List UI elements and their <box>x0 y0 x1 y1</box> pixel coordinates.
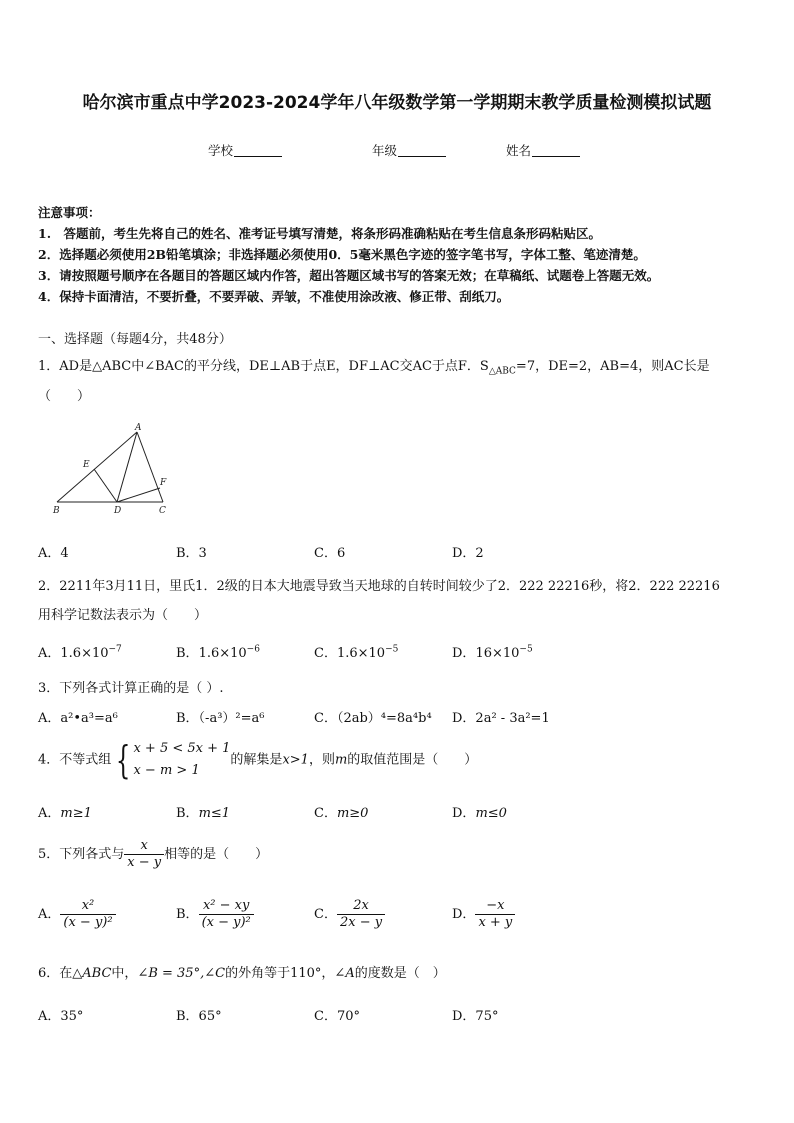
q2-option-exp: −7 <box>108 644 122 655</box>
q4-eq1: x + 5 < 5x + 1 <box>133 741 231 756</box>
q4-eq2: x − m > 1 <box>133 763 200 778</box>
q4-suffix-b: ，则 <box>308 752 335 768</box>
q2-option-label: D． <box>452 646 476 661</box>
q3-option-d[interactable]: D．2a² - 3a²=1 <box>452 711 550 726</box>
q3-option-a[interactable]: A．a²•a³=a⁶ <box>38 711 118 726</box>
q4-system <box>133 738 230 782</box>
q6-option-b[interactable]: B．65° <box>176 1009 222 1024</box>
q1-paren: （ ） <box>38 389 91 404</box>
q4-option-expr: m≥0 <box>336 806 369 821</box>
frac-num: x² − xy <box>199 898 254 915</box>
note-item: 1. 答题前，考生先将自己的姓名、准考证号填写清楚，将条形码准确粘贴在考生信息条形码粘贴区。 <box>38 226 602 241</box>
note-item: 3．请按照题号顺序在各题目的答题区域内作答，超出答题区域书写的答案无效；在草稿纸、试题卷上答题无效。 <box>38 268 660 283</box>
q2-option-c[interactable] <box>314 642 398 661</box>
q5-fraction <box>124 838 164 871</box>
frac-den: 2x − y <box>339 915 383 930</box>
frac-num: x² <box>60 898 115 915</box>
q4-option-label: D． <box>452 806 476 821</box>
q5-option-label: D． <box>452 907 476 922</box>
q3-stem: 3．下列各式计算正确的是（ ）. <box>38 681 224 696</box>
q1-option-b[interactable]: B．3 <box>176 546 207 561</box>
q5-prefix: 5．下列各式与 <box>38 847 125 862</box>
q1-option-c[interactable]: C．6 <box>314 546 346 561</box>
q4-prefix: 4．不等式组 <box>38 752 112 768</box>
q6-stem <box>38 962 446 981</box>
q2-option-exp: −5 <box>519 644 533 655</box>
q2-option-exp: −6 <box>246 644 260 655</box>
q5-option-frac <box>60 898 115 931</box>
q4-suffix-c: 的取值范围是（ ） <box>347 752 478 768</box>
q1-stem-b: =7，DE=2，AB=4，则AC长是 <box>515 359 710 374</box>
q5-suffix: 相等的是（ ） <box>164 847 269 862</box>
q1-stem-a: 1．AD是△ABC中∠BAC的平分线，DE⊥AB于点E，DF⊥AC交AC于点F．S <box>38 359 489 374</box>
q2-option-label: A． <box>38 646 61 661</box>
q1-option-a[interactable]: A．4 <box>38 546 69 561</box>
frac-den: (x − y)² <box>201 915 251 930</box>
segment-DF <box>117 488 160 502</box>
frac-num: −x <box>475 898 515 915</box>
grade-label: 年级 <box>372 143 398 158</box>
segment-AD <box>117 432 137 502</box>
q6-mid-b: 的外角等于 <box>225 966 291 981</box>
q6-prefix: 6．在 <box>38 966 73 981</box>
q6-suffix: 的度数是（ ） <box>354 966 446 981</box>
grade-blank[interactable] <box>398 144 446 157</box>
q4-var: m <box>334 752 348 768</box>
q2-stem-line2: 用科学记数法表示为（ ） <box>38 608 208 623</box>
q1-stem <box>38 355 710 377</box>
label-C: C <box>159 506 166 516</box>
q5-option-d[interactable] <box>452 898 515 931</box>
label-D: D <box>114 506 122 516</box>
segment-DE <box>94 469 117 502</box>
school-label: 学校 <box>208 143 234 158</box>
page-title: 哈尔滨市重点中学2023-2024学年八年级数学第一学期期末教学质量检测模拟试题 <box>82 93 712 113</box>
frac-den: (x − y)² <box>63 915 113 930</box>
q2-option-label: C． <box>314 646 337 661</box>
q5-option-c[interactable] <box>314 898 385 931</box>
q5-frac-den: x − y <box>127 855 162 870</box>
q4-option-expr: m≤0 <box>475 806 507 821</box>
q2-option-label: B． <box>176 646 199 661</box>
grade-field[interactable] <box>372 141 446 159</box>
name-blank[interactable] <box>532 144 580 157</box>
q4-brace: { <box>116 738 131 782</box>
q4-option-a[interactable] <box>38 802 92 821</box>
q3-option-c[interactable]: C．（2ab）⁴=8a⁴b⁴ <box>314 711 432 726</box>
q4-option-label: B． <box>176 806 199 821</box>
notes-heading: 注意事项： <box>38 205 101 220</box>
q4-option-c[interactable] <box>314 802 368 821</box>
q5-option-b[interactable] <box>176 898 254 931</box>
q6-option-a[interactable]: A．35° <box>38 1009 84 1024</box>
q5-frac-num: x <box>124 838 164 855</box>
q4-stem <box>38 738 477 782</box>
q2-option-base: 1.6×10 <box>336 646 386 661</box>
q6-option-d[interactable]: D．75° <box>452 1009 499 1024</box>
q5-option-frac <box>475 898 515 931</box>
name-label: 姓名 <box>506 143 532 158</box>
frac-num: 2x <box>337 898 385 915</box>
frac-den: x + y <box>478 915 513 930</box>
q2-option-base: 1.6×10 <box>60 646 109 661</box>
q5-option-frac <box>337 898 385 931</box>
q5-option-frac <box>199 898 254 931</box>
q5-option-label: C． <box>314 907 337 922</box>
q4-suffix-a: 的解集是 <box>230 752 283 768</box>
label-A: A <box>135 423 142 433</box>
q1-stem-sub: △ABC <box>488 366 516 377</box>
q3-option-b[interactable]: B．（-a³）²=a⁶ <box>176 711 265 726</box>
name-field[interactable] <box>506 141 580 159</box>
label-F: F <box>160 478 167 488</box>
q4-cond: x>1 <box>282 752 309 768</box>
q4-option-label: C． <box>314 806 337 821</box>
q6-tri: △ABC <box>72 966 112 981</box>
q2-option-d[interactable] <box>452 642 533 661</box>
school-blank[interactable] <box>234 144 282 157</box>
segment-BA <box>57 432 137 502</box>
school-field[interactable] <box>208 141 282 159</box>
q1-option-d[interactable]: D．2 <box>452 546 484 561</box>
q4-option-d[interactable] <box>452 802 507 821</box>
note-item: 4．保持卡面清洁，不要折叠，不要弄破、弄皱，不准使用涂改液、修正带、刮纸刀。 <box>38 289 510 304</box>
q2-option-exp: −5 <box>385 644 399 655</box>
q2-option-base: 16×10 <box>475 646 520 661</box>
q6-cond: ∠B = 35°,∠C <box>137 966 226 981</box>
q5-stem <box>38 838 268 871</box>
q2-option-b[interactable] <box>176 642 260 661</box>
q5-option-label: B． <box>176 907 199 922</box>
q5-option-a[interactable] <box>38 898 116 931</box>
q5-option-label: A． <box>38 907 61 922</box>
section-heading: 一、选择题（每题4分，共48分） <box>38 332 232 347</box>
q6-ask: ∠A <box>334 966 355 981</box>
q6-mid-c: ， <box>321 966 335 981</box>
q4-option-label: A． <box>38 806 61 821</box>
q2-stem-line1: 2．2211年3月11日，里氏1．2级的日本大地震导致当天地球的自转时间较少了2．222 22216秒，将2．222 22216 <box>38 579 720 594</box>
q4-option-expr: m≤1 <box>198 806 231 821</box>
q4-option-b[interactable] <box>176 802 230 821</box>
q4-option-expr: m≥1 <box>60 806 92 821</box>
label-E: E <box>83 460 90 470</box>
q6-option-c[interactable]: C．70° <box>314 1009 360 1024</box>
q1-triangle-figure <box>48 420 178 520</box>
label-B: B <box>53 506 60 516</box>
q2-option-a[interactable] <box>38 642 122 661</box>
note-item: 2．选择题必须使用2B铅笔填涂；非选择题必须使用0．5毫米黑色字迹的签字笔书写，字体工整、笔迹清楚。 <box>38 247 646 262</box>
q6-angle: 110° <box>290 966 322 981</box>
q6-mid-a: 中， <box>111 966 138 981</box>
q2-option-base: 1.6×10 <box>198 646 247 661</box>
